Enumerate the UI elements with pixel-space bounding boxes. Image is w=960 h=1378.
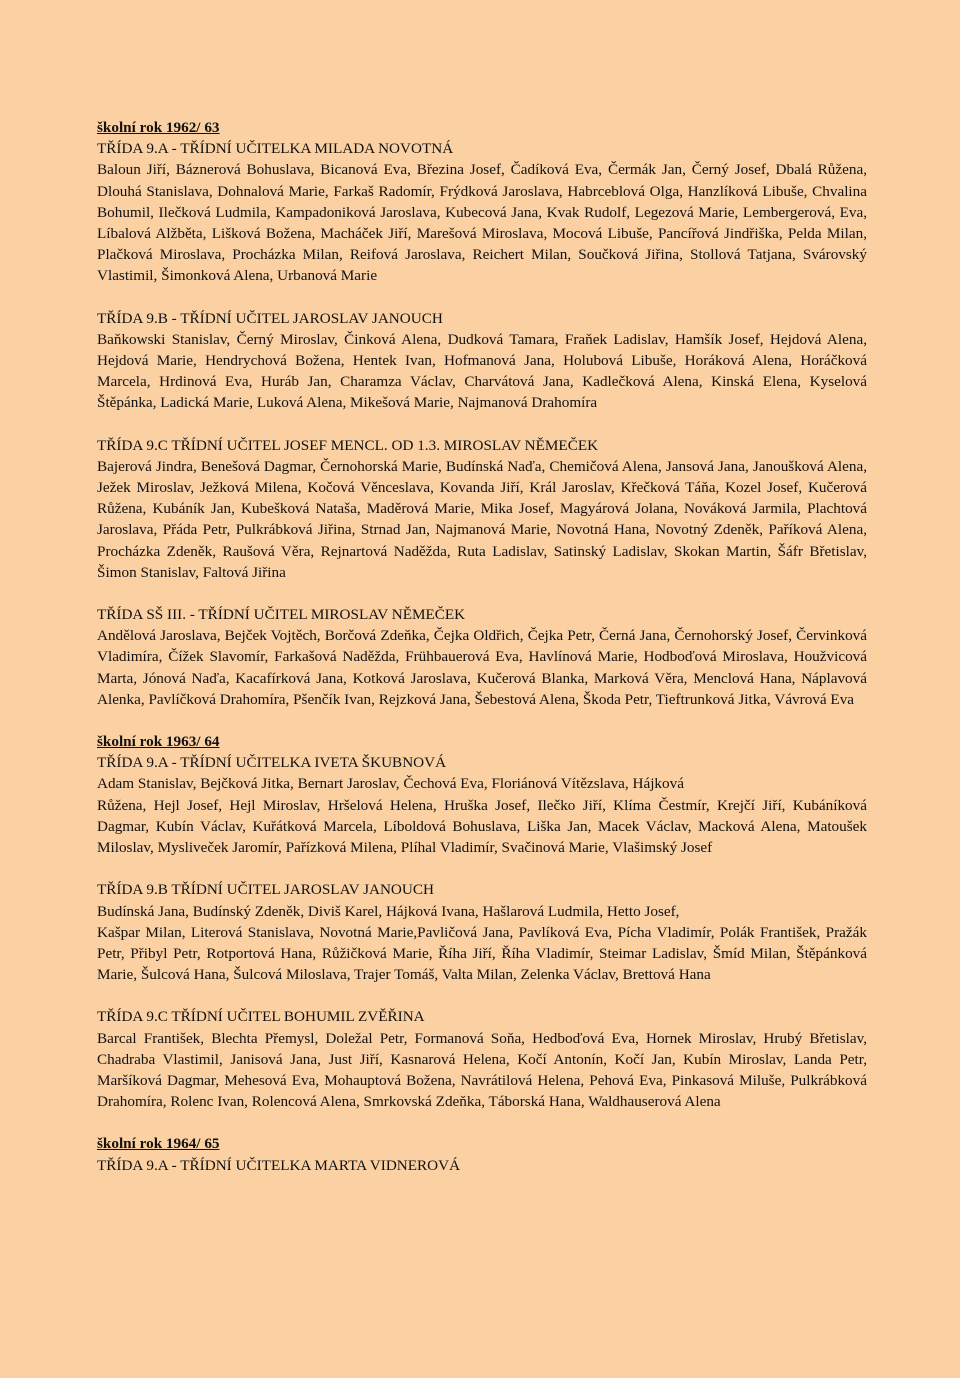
school-year-heading: školní rok 1963/ 64 bbox=[97, 733, 220, 751]
document-page bbox=[97, 117, 867, 1176]
class-heading: TŘÍDA 9.C TŘÍDNÍ UČITEL BOHUMIL ZVĚŘINA bbox=[97, 1008, 425, 1026]
school-year-heading: školní rok 1962/ 63 bbox=[97, 119, 220, 136]
pupil-list: Kašpar Milan, Literová Stanislava, Novotná Marie,Pavličová Jana, Pavlíková Eva, Pícha Vladimír, Polák František, Pražák Petr, Přibyl Petr, Rotportová Hana, Růžičková Marie, Říha Jiří, Říha Vladimír, Steimar Ladislav, Šmíd Milan, Štěpánková Marie, Šulcová Hana, Šulcová Miloslava, Trajer Tomáš, Valta Milan, Zelenka Václav, Brettová Hana bbox=[97, 923, 867, 984]
pupil-list: Andělová Jaroslava, Bejček Vojtěch, Borčová Zdeňka, Čejka Oldřich, Čejka Petr, Černá Jana, Černohorský Josef, Červinková Vladimíra, Čížek Slavomír, Farkašová Naděžda, Frühbauerová Eva, Havlínová Marie, Hodboďová Miroslava, Houžvicová Marta, Jónová Naďa, Kacafírková Jana, Kotková Jaroslava, Kučerová Blanka, Marková Věra, Menclová Hana, Náplavová Alenka, Pavlíčková Drahomíra, Pšenčík Ivan, Rejzková Jana, Šebestová Alena, Škoda Petr, Tieftrunková Jitka, Vávrová Eva bbox=[97, 627, 867, 708]
class-heading: TŘÍDA 9.A - TŘÍDNÍ UČITELKA MILADA NOVOTNÁ bbox=[97, 140, 454, 158]
pupil-list: Baloun Jiří, Báznerová Bohuslava, Bicanová Eva, Březina Josef, Čadíková Eva, Čermák Jan, Černý Josef, Dbalá Růžena, Dlouhá Stanislava, Dohnalová Marie, Farkaš Radomír, Frýdková Jaroslava, Habrceblová Olga, Hanzlíková Libuše, Chvalina Bohumil, Ilečková Ludmila, Kampadoniková Jaroslava, Kubecová Jana, Kvak Rudolf, Legezová Marie, Lembergerová, Eva, Líbalová Alžběta, Lišková Božena, Macháček Jiří, Marešová Miroslava, Mocová Libuše, Pancířová Jindřiška, Pelda Milan, Plačková Miroslava, Procházka Milan, Reifová Jaroslava, Reichert Milan, Součková Jiřina, Stollová Tatjana, Svárovský Vlastimil, Šimonková Alena, Urbanová Marie bbox=[97, 161, 867, 285]
school-year-heading: školní rok 1964/ 65 bbox=[97, 1135, 220, 1153]
pupil-list: Bajerová Jindra, Benešová Dagmar, Černohorská Marie, Budínská Naďa, Chemičová Alena, Jansová Jana, Janoušková Alena, Ježek Miroslav, Ježková Milena, Kočová Věnceslava, Kovanda Jiří, Král Jaroslav, Křečková Táňa, Kozel Josef, Kučerová Růžena, Kubáník Jan, Kubešková Nataša, Maděrová Marie, Mika Josef, Magyárová Jolana, Nováková Jarmila, Plachtová Jaroslava, Přáda Petr, Pulkrábková Jiřina, Strnad Jan, Najmanová Marie, Novotná Hana, Novotný Zdeněk, Paříková Alena, Procházka Zdeněk, Raušová Věra, Rejnartová Naděžda, Ruta Ladislav, Satinský Ladislav, Skokan Martin, Šáfr Břetislav, Šimon Stanislav, Faltová Jiřina bbox=[97, 457, 867, 581]
class-heading: TŘÍDA 9.B TŘÍDNÍ UČITEL JAROSLAV JANOUCH bbox=[97, 881, 434, 899]
pupil-list-line: Budínská Jana, Budínský Zdeněk, Diviš Karel, Hájková Ivana, Hašlarová Ludmila, Hetto Josef, bbox=[97, 902, 680, 920]
pupil-list: Baňkowski Stanislav, Černý Miroslav, Činková Alena, Dudková Tamara, Fraňek Ladislav, Hamšík Josef, Hejdová Alena, Hejdová Marie, Hendrychová Božena, Hentek Ivan, Hofmanová Jana, Holubová Libuše, Horáková Alena, Horáčková Marcela, Hrdinová Eva, Huráb Jan, Charamza Václav, Charvátová Jana, Kadlečková Alena, Kinská Elena, Kyselová Štěpánka, Ladická Marie, Luková Alena, Mikešová Marie, Najmanová Drahomíra bbox=[97, 330, 867, 412]
class-heading: TŘÍDA 9.B - TŘÍDNÍ UČITEL JAROSLAV JANOUCH bbox=[97, 309, 443, 327]
class-heading: TŘÍDA 9.A - TŘÍDNÍ UČITELKA MARTA VIDNEROVÁ bbox=[97, 1156, 461, 1174]
pupil-list-line: Adam Stanislav, Bejčková Jitka, Bernart Jaroslav, Čechová Eva, Floriánová Vítězslava, Hájková bbox=[97, 775, 684, 793]
class-heading: TŘÍDA SŠ III. - TŘÍDNÍ UČITEL MIROSLAV NĚMEČEK bbox=[97, 606, 466, 624]
class-heading: TŘÍDA 9.A - TŘÍDNÍ UČITELKA IVETA ŠKUBNOVÁ bbox=[97, 754, 447, 772]
pupil-list: Růžena, Hejl Josef, Hejl Miroslav, Hršelová Helena, Hruška Josef, Ilečko Jiří, Klíma Čestmír, Krejčí Jiří, Kubáníková Dagmar, Kubín Václav, Kuřátková Marcela, Líboldová Bohuslava, Liška Jan, Macek Václav, Macková Alena, Matoušek Miloslav, Mysliveček Jaromír, Pařízková Milena, Plíhal Vladimír, Svačinová Marie, Vlašimský Josef bbox=[97, 796, 867, 857]
pupil-list: Barcal František, Blechta Přemysl, Doležal Petr, Formanová Soňa, Hedboďová Eva, Hornek Miroslav, Hrubý Břetislav, Chadraba Vlastimil, Janisová Jana, Just Jiří, Kasnarová Helena, Kočí Antonín, Kočí Jan, Kubín Miroslav, Landa Petr, Maršíková Dagmar, Mehesová Eva, Mohauptová Božena, Navrátilová Helena, Pehová Eva, Pinkasová Miluše, Pulkrábková Drahomíra, Rolenc Ivan, Rolencová Alena, Smrkovská Zdeňka, Táborská Hana, Waldhauserová Alena bbox=[97, 1029, 867, 1111]
class-heading: TŘÍDA 9.C TŘÍDNÍ UČITEL JOSEF MENCL. OD 1.3. MIROSLAV NĚMEČEK bbox=[97, 436, 599, 454]
